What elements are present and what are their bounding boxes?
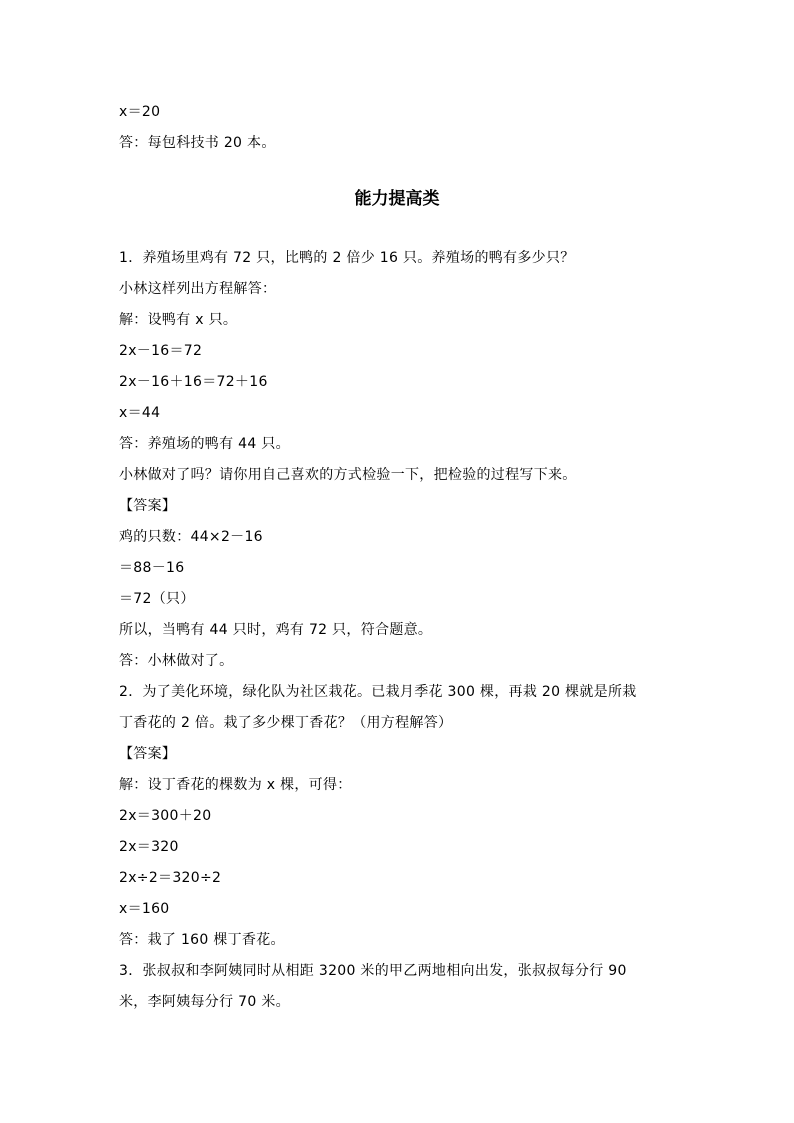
equation-line: 2x－16＋16＝72＋16	[119, 374, 268, 390]
text-line: 解：设鸭有 x 只。	[119, 312, 238, 328]
question-3-continued: 米，李阿姨每分行 70 米。	[119, 994, 290, 1010]
answer-line: 答：每包科技书 20 本。	[119, 135, 276, 151]
text-line: 小林做对了吗？请你用自己喜欢的方式检验一下，把检验的过程写下来。	[119, 467, 577, 483]
text-line: 小林这样列出方程解答：	[119, 281, 277, 297]
equation-line: x＝160	[119, 901, 170, 917]
text-line: x＝20	[119, 104, 161, 120]
answer-line: 答：小林做对了。	[119, 653, 234, 669]
question-1: 1．养殖场里鸡有 72 只，比鸭的 2 倍少 16 只。养殖场的鸭有多少只？	[119, 250, 575, 266]
question-2-continued: 丁香花的 2 倍。栽了多少棵丁香花？（用方程解答）	[119, 715, 453, 731]
equation-line: ＝72（只）	[119, 591, 195, 607]
equation-line: 2x÷2＝320÷2	[119, 870, 222, 886]
equation-line: ＝88－16	[119, 560, 185, 576]
equation-line: 2x＝320	[119, 839, 179, 855]
question-2: 2．为了美化环境，绿化队为社区栽花。已栽月季花 300 棵，再栽 20 棵就是所栽	[119, 684, 637, 700]
equation-line: 2x＝300＋20	[119, 808, 212, 824]
section-heading: 能力提高类	[354, 189, 440, 209]
equation-line: x＝44	[119, 405, 161, 421]
equation-line: 2x－16＝72	[119, 343, 203, 359]
equation-line: 鸡的只数：44×2－16	[119, 529, 263, 545]
answer-line: 答：养殖场的鸭有 44 只。	[119, 436, 290, 452]
answer-line: 答：栽了 160 棵丁香花。	[119, 932, 285, 948]
answer-label: 【答案】	[119, 746, 177, 762]
answer-label: 【答案】	[119, 498, 177, 514]
text-line: 解：设丁香花的棵数为 x 棵，可得：	[119, 777, 352, 793]
text-line: 所以，当鸭有 44 只时，鸡有 72 只，符合题意。	[119, 622, 433, 638]
question-3: 3．张叔叔和李阿姨同时从相距 3200 米的甲乙两地相向出发，张叔叔每分行 90	[119, 963, 627, 979]
